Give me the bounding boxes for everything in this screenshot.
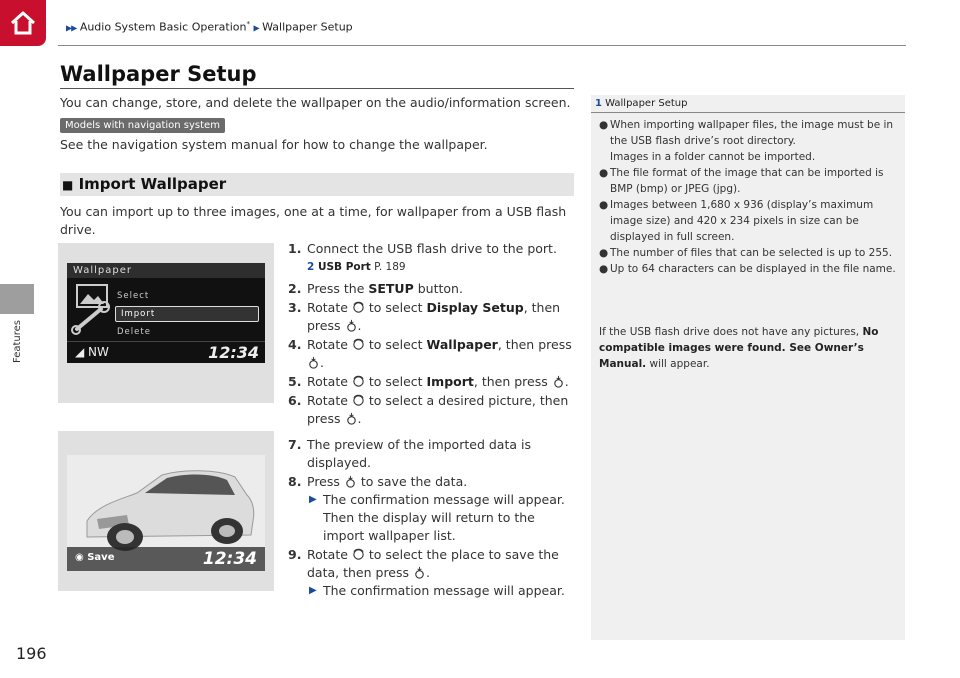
wallpaper-preview-screen [67, 455, 265, 571]
page-number: 196 [16, 644, 47, 663]
step-8-result: ▶ The confirmation message will appear. Then the display will return to the import wallpaper list. [309, 492, 565, 543]
side-note [591, 95, 905, 640]
note-bullet: ● The file format of the image that can be imported is BMP (bmp) or JPEG (jpg). [599, 167, 884, 195]
section-heading [60, 173, 574, 196]
chapter-label: Features [12, 320, 23, 363]
wallpaper-menu-screen [67, 263, 265, 363]
step-1: 1. Connect the USB flash drive to the port. 2 USB Port P. 189 [288, 240, 578, 276]
page-title: Wallpaper Setup [60, 62, 257, 86]
model-badge: Models with navigation system [60, 118, 225, 133]
menu-item-delete: Delete [117, 327, 151, 337]
usb-port-link[interactable]: USB Port [317, 261, 371, 273]
chapter-tab[interactable] [0, 284, 34, 314]
section-title: Import Wallpaper [78, 175, 227, 193]
step-9-result: ▶ The confirmation message will appear. [309, 583, 565, 598]
press-icon [345, 412, 358, 425]
note-bullet: ● When importing wallpaper files, the image must be in the USB flash drive’s root directory. Images in a folder cannot be imported. [599, 119, 894, 163]
wallpaper-tool-icon [71, 283, 115, 335]
breadcrumb-section[interactable]: Audio System Basic Operation [79, 20, 247, 34]
step-7: 7. The preview of the imported data is displayed. [288, 437, 531, 470]
breadcrumb-arrow-icon: ▶▶ [66, 23, 77, 33]
step-6: 6. Rotate to select a desired picture, then press . [288, 393, 569, 426]
step-8: 8. Press to save the data. ▶ The confirmation message will appear. Then the display will return to the import wallpaper list. [288, 473, 578, 545]
intro-text: You can change, store, and delete the wallpaper on the audio/information screen. [60, 95, 571, 110]
header-divider [58, 45, 906, 46]
step-4: 4. Rotate to select Wallpaper, then press . [288, 337, 572, 370]
note-title: Wallpaper Setup [605, 98, 688, 109]
note-header [591, 95, 905, 113]
knob-icon [352, 375, 365, 388]
note-bullets [599, 117, 899, 277]
press-icon [344, 475, 357, 488]
breadcrumb-marker: * [246, 20, 250, 28]
compass-heading: ◢ NW [75, 345, 109, 359]
menu-item-import: Import [121, 309, 156, 319]
breadcrumb-arrow-icon: ▶ [253, 23, 259, 33]
press-icon [552, 375, 565, 388]
step-2: 2. Press the SETUP button. [288, 281, 463, 296]
note-footer: If the USB flash drive does not have any pictures, No compatible images were found. See Owner’s Manual. will appear. [599, 326, 879, 370]
usb-port-reference[interactable]: 2 USB Port P. 189 [307, 261, 406, 273]
wallpaper-menu-screenshot [58, 243, 274, 403]
note-icon: 1 [595, 98, 602, 109]
knob-icon [352, 338, 365, 351]
compass-icon: ◢ [75, 345, 89, 359]
title-divider [60, 88, 574, 89]
home-icon [8, 8, 38, 38]
section-marker: ■ [62, 178, 74, 192]
home-button[interactable] [0, 0, 46, 46]
result-arrow-icon: ▶ [309, 585, 317, 596]
screen-clock: 12:34 [202, 549, 257, 569]
step-9: 9. Rotate to select the place to save the data, then press . ▶ The confirmation message will appear. [288, 546, 578, 600]
press-icon: ◉ [75, 552, 88, 563]
save-label: ◉ Save [75, 552, 115, 563]
step-list [288, 240, 578, 601]
note-bullet: ● Up to 64 characters can be displayed in the file name. [599, 263, 896, 275]
result-arrow-icon: ▶ [309, 494, 317, 505]
breadcrumb [66, 20, 353, 34]
screen-status-bar [67, 341, 265, 363]
import-intro-text: You can import up to three images, one at a time, for wallpaper from a USB flash drive. [60, 204, 567, 237]
screen-clock: 12:34 [208, 343, 259, 362]
knob-icon [352, 394, 365, 407]
nav-note-text: See the navigation system manual for how to change the wallpaper. [60, 137, 488, 152]
note-bullet: ● The number of files that can be selected is up to 255. [599, 247, 893, 259]
press-icon [345, 319, 358, 332]
screen-header: Wallpaper [67, 263, 265, 278]
breadcrumb-page: Wallpaper Setup [262, 20, 353, 34]
step-5: 5. Rotate to select Import, then press . [288, 374, 569, 389]
knob-icon [352, 301, 365, 314]
press-icon [413, 566, 426, 579]
note-bullet: ● Images between 1,680 x 936 (display’s maximum image size) and 420 x 234 pixels in size can be displayed in full screen. [599, 199, 874, 243]
press-icon [307, 356, 320, 369]
reference-icon: 2 [307, 261, 318, 273]
wallpaper-preview-screenshot [58, 431, 274, 591]
knob-icon [352, 548, 365, 561]
step-3: 3. Rotate to select Display Setup, then press . [288, 300, 561, 333]
menu-item-select: Select [117, 291, 150, 301]
preview-action-bar [67, 547, 265, 571]
